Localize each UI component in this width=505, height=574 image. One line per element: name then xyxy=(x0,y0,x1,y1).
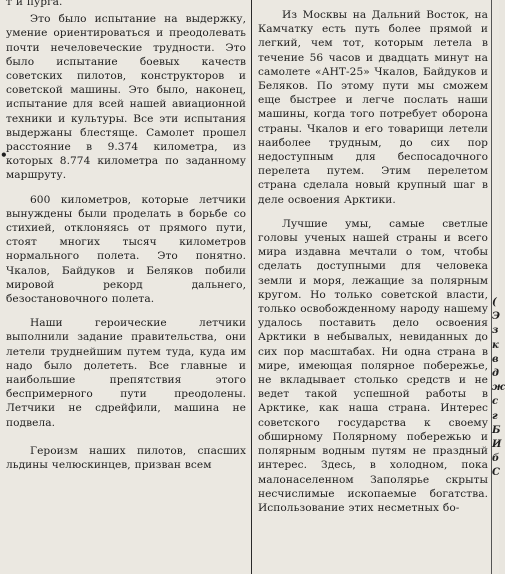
edge-letter: Б xyxy=(492,424,501,436)
edge-letter: с xyxy=(492,396,499,408)
edge-letter: ж xyxy=(492,382,505,394)
left-top-fragment: т и пурга. xyxy=(6,0,63,8)
right-column xyxy=(258,8,488,515)
left-paragraph: Героизм наших пилотов, спасших льдины челюскинцев, призван всем xyxy=(6,444,246,472)
column-divider-right xyxy=(491,0,492,574)
right-paragraph: Из Москвы на Дальний Восток, на Камчатку есть путь более прямой и легкий, чем тот, которым летела в течение 56 часов и двадцать минут на самолете «АНТ-25» Чкалов, Байдуков и Беляков. По этому пути мы сможем еще быстрее и легче послать наши машины, когда того потребует оборона страны. Чкалов и его товарищи летели наиболее трудным, до сих пор недоступным для беспосадочного перелета путем. Этим перелетом страна сделала новый крупный шаг в деле освоения Арктики. xyxy=(258,9,488,206)
edge-letter: И xyxy=(492,438,502,450)
margin-mark: • xyxy=(0,148,8,162)
edge-letter: г xyxy=(492,410,498,422)
left-column xyxy=(6,0,246,472)
left-paragraph: Это было испытание на выдержку, умение ориентироваться и преодолевать почти нечеловеческие трудности. Это было испытание боевых качеств советских пилотов, конструкторов и советской машины. Это было, наконец, испытание для всей нашей авиационной техники и культуры. Все эти испытания выдержаны блестяще. Самолет прошел расстояние в 9.374 километра, из которых 8.774 километра по заданному маршруту. xyxy=(6,13,246,182)
edge-letter: в xyxy=(492,353,499,365)
edge-letter: С xyxy=(492,467,500,479)
edge-letter: к xyxy=(492,339,499,351)
right-column-frame xyxy=(252,0,491,574)
left-paragraph: Наши героические летчики выполнили задание правительства, они летели труднейшим путем туда, куда им надо было долететь. Все главные и наибольшие препятствия этого беспримерного пути преодолены. Летчики не сдрейфили, машина не подвела. xyxy=(6,317,246,429)
left-column-frame xyxy=(0,0,250,574)
edge-letter: б xyxy=(492,453,500,465)
edge-letter: д xyxy=(492,367,499,379)
edge-letter: з xyxy=(492,325,499,337)
right-paragraph: Лучшие умы, самые светлые головы ученых нашей страны и всего мира издавна мечтали о том, чтобы сделать доступными для человека земли и моря, лежащие за полярным кругом. Но только советской власти, только освобожденному народу нашему удалось поставить дело освоения Арктики в небывалых, невиданных до сих пор масштабах. Ни одна страна в мире, имеющая полярное побережье, не вкладывает столько средств и не ведет такой успешной работы в Арктике, как наша страна. Интерес советского государства к своему обширному Полярному побережью и полярным водным путям не праздный интерес. Здесь, в холодном, пока малонаселенном Заполярье скрыты несчислимые ископаемые богатства. Использование этих несметных бо- xyxy=(258,217,488,514)
edge-column xyxy=(492,296,505,480)
edge-letter: Э xyxy=(492,311,500,323)
edge-letter: ( xyxy=(492,297,497,308)
left-paragraph: 600 километров, которые летчики вынуждены были проделать в борьбе со стихией, отклоняясь от прямого пути, стоят многих тысяч километров нормального полета. Это понятно. Чкалов, Байдуков и Беляков побили мировой рекорд дальнего, безостановочного полета. xyxy=(6,193,246,306)
